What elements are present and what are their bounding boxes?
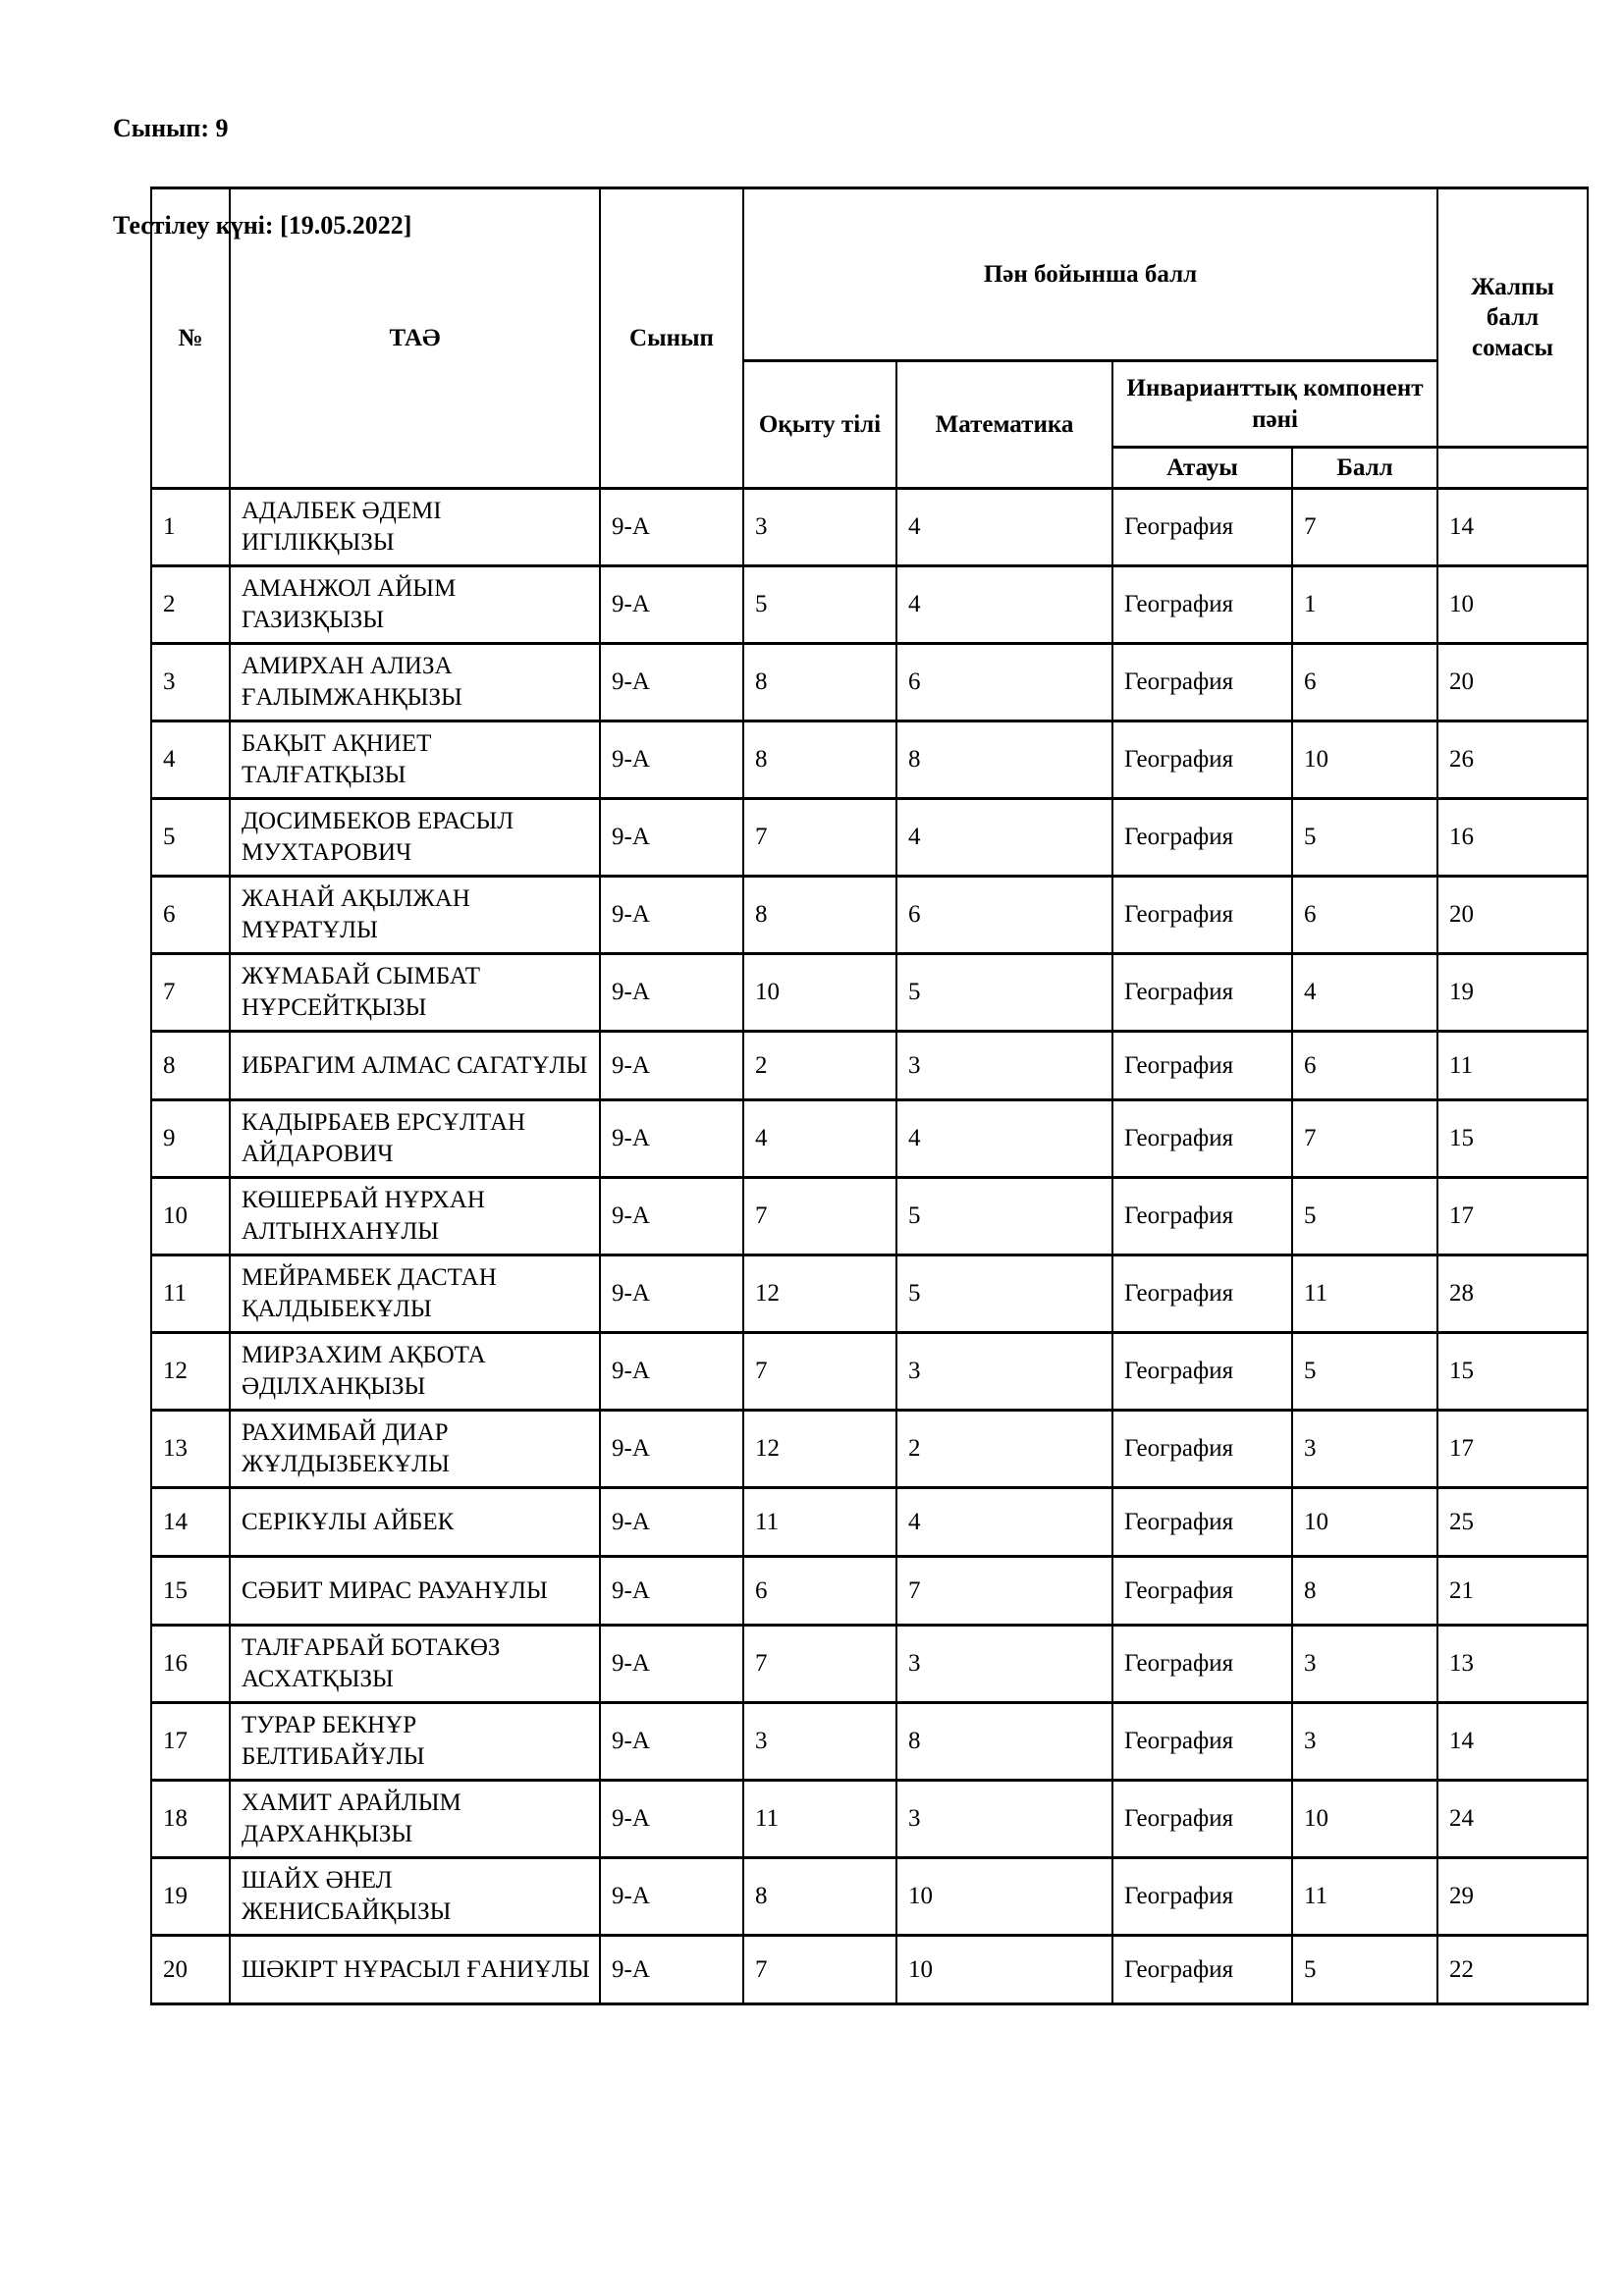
cell-language-score: 7 — [743, 1936, 896, 2004]
cell-class: 9-А — [600, 1626, 743, 1703]
cell-num: 18 — [151, 1781, 230, 1858]
header-total: Жалпы балл сомасы — [1437, 188, 1588, 448]
cell-invariant-score: 11 — [1292, 1255, 1437, 1333]
cell-invariant-score: 10 — [1292, 1488, 1437, 1557]
table-row — [151, 954, 1588, 1032]
table-row — [151, 721, 1588, 799]
cell-math-score: 7 — [896, 1557, 1112, 1626]
cell-student-name: СӘБИТ МИРАС РАУАНҰЛЫ — [230, 1557, 600, 1626]
cell-invariant-score: 5 — [1292, 1936, 1437, 2004]
cell-num: 19 — [151, 1858, 230, 1936]
cell-invariant-subject: География — [1112, 1100, 1292, 1178]
cell-invariant-score: 6 — [1292, 877, 1437, 954]
table-row — [151, 1557, 1588, 1626]
cell-class: 9-А — [600, 954, 743, 1032]
cell-invariant-subject: География — [1112, 799, 1292, 877]
cell-invariant-subject: География — [1112, 1255, 1292, 1333]
cell-invariant-score: 10 — [1292, 721, 1437, 799]
cell-num: 15 — [151, 1557, 230, 1626]
cell-math-score: 4 — [896, 1100, 1112, 1178]
cell-language-score: 12 — [743, 1255, 896, 1333]
cell-num: 1 — [151, 489, 230, 566]
table-row — [151, 1626, 1588, 1703]
cell-math-score: 6 — [896, 644, 1112, 721]
cell-total-score: 28 — [1437, 1255, 1588, 1333]
cell-class: 9-А — [600, 1703, 743, 1781]
cell-invariant-subject: География — [1112, 721, 1292, 799]
cell-class: 9-А — [600, 721, 743, 799]
cell-num: 7 — [151, 954, 230, 1032]
cell-total-score: 26 — [1437, 721, 1588, 799]
cell-invariant-subject: География — [1112, 489, 1292, 566]
cell-invariant-score: 7 — [1292, 489, 1437, 566]
cell-invariant-score: 3 — [1292, 1411, 1437, 1488]
cell-student-name: ДОСИМБЕКОВ ЕРАСЫЛ МУХТАРОВИЧ — [230, 799, 600, 877]
cell-student-name: КАДЫРБАЕВ ЕРСҰЛТАН АЙДАРОВИЧ — [230, 1100, 600, 1178]
cell-total-score: 21 — [1437, 1557, 1588, 1626]
table-row — [151, 799, 1588, 877]
cell-math-score: 4 — [896, 799, 1112, 877]
cell-student-name: КӨШЕРБАЙ НҰРХАН АЛТЫНХАНҰЛЫ — [230, 1178, 600, 1255]
cell-math-score: 4 — [896, 1488, 1112, 1557]
cell-class: 9-А — [600, 566, 743, 644]
table-row — [151, 1333, 1588, 1411]
cell-class: 9-А — [600, 799, 743, 877]
header-class: Сынып — [600, 188, 743, 489]
cell-student-name: МИРЗАХИМ АҚБОТА ӘДІЛХАНҚЫЗЫ — [230, 1333, 600, 1411]
cell-invariant-subject: География — [1112, 877, 1292, 954]
cell-language-score: 8 — [743, 1858, 896, 1936]
cell-num: 16 — [151, 1626, 230, 1703]
cell-invariant-score: 10 — [1292, 1781, 1437, 1858]
results-table — [150, 187, 1589, 2005]
table-row — [151, 1936, 1588, 2004]
cell-num: 11 — [151, 1255, 230, 1333]
cell-invariant-subject: География — [1112, 1411, 1292, 1488]
cell-math-score: 8 — [896, 1703, 1112, 1781]
cell-class: 9-А — [600, 1178, 743, 1255]
cell-student-name: ШАЙХ ӘНЕЛ ЖЕНИСБАЙҚЫЗЫ — [230, 1858, 600, 1936]
cell-invariant-subject: География — [1112, 954, 1292, 1032]
cell-class: 9-А — [600, 1858, 743, 1936]
cell-total-score: 25 — [1437, 1488, 1588, 1557]
cell-total-score: 17 — [1437, 1411, 1588, 1488]
cell-total-score: 13 — [1437, 1626, 1588, 1703]
cell-invariant-subject: География — [1112, 1703, 1292, 1781]
cell-num: 12 — [151, 1333, 230, 1411]
cell-invariant-score: 1 — [1292, 566, 1437, 644]
cell-total-score: 22 — [1437, 1936, 1588, 2004]
cell-num: 9 — [151, 1100, 230, 1178]
cell-invariant-subject: География — [1112, 1557, 1292, 1626]
cell-student-name: РАХИМБАЙ ДИАР ЖҰЛДЫЗБЕКҰЛЫ — [230, 1411, 600, 1488]
class-line: Сынып: 9 — [113, 114, 229, 142]
cell-student-name: АДАЛБЕК ӘДЕМІ ИГІЛІКҚЫЗЫ — [230, 489, 600, 566]
header-invariant-group: Инварианттық компонент пәні — [1112, 361, 1437, 448]
cell-language-score: 11 — [743, 1781, 896, 1858]
cell-class: 9-А — [600, 1032, 743, 1100]
cell-student-name: АМИРХАН АЛИЗА ҒАЛЫМЖАНҚЫЗЫ — [230, 644, 600, 721]
cell-num: 2 — [151, 566, 230, 644]
cell-math-score: 5 — [896, 1255, 1112, 1333]
cell-student-name: АМАНЖОЛ АЙЫМ ГАЗИЗҚЫЗЫ — [230, 566, 600, 644]
header-language: Оқыту тілі — [743, 361, 896, 489]
cell-num: 13 — [151, 1411, 230, 1488]
table-row — [151, 644, 1588, 721]
cell-math-score: 10 — [896, 1936, 1112, 2004]
cell-invariant-score: 7 — [1292, 1100, 1437, 1178]
cell-total-score: 14 — [1437, 489, 1588, 566]
cell-total-score: 20 — [1437, 877, 1588, 954]
cell-num: 20 — [151, 1936, 230, 2004]
table-row — [151, 489, 1588, 566]
test-date-line: Тестілеу күні: [19.05.2022] — [113, 211, 412, 240]
cell-invariant-subject: География — [1112, 1178, 1292, 1255]
header-name: ТАӘ — [230, 188, 600, 489]
cell-invariant-score: 11 — [1292, 1858, 1437, 1936]
table-row — [151, 1781, 1588, 1858]
cell-invariant-subject: География — [1112, 1032, 1292, 1100]
cell-class: 9-А — [600, 877, 743, 954]
table-row — [151, 1255, 1588, 1333]
cell-total-score: 17 — [1437, 1178, 1588, 1255]
cell-language-score: 8 — [743, 721, 896, 799]
cell-math-score: 5 — [896, 1178, 1112, 1255]
cell-invariant-score: 6 — [1292, 1032, 1437, 1100]
cell-invariant-score: 5 — [1292, 799, 1437, 877]
cell-student-name: БАҚЫТ АҚНИЕТ ТАЛҒАТҚЫЗЫ — [230, 721, 600, 799]
cell-invariant-score: 8 — [1292, 1557, 1437, 1626]
table-row — [151, 566, 1588, 644]
cell-class: 9-А — [600, 644, 743, 721]
cell-math-score: 4 — [896, 489, 1112, 566]
cell-language-score: 8 — [743, 877, 896, 954]
cell-class: 9-А — [600, 1333, 743, 1411]
cell-class: 9-А — [600, 1255, 743, 1333]
cell-total-score: 15 — [1437, 1333, 1588, 1411]
cell-num: 3 — [151, 644, 230, 721]
cell-math-score: 6 — [896, 877, 1112, 954]
cell-total-score: 15 — [1437, 1100, 1588, 1178]
cell-math-score: 8 — [896, 721, 1112, 799]
cell-invariant-subject: География — [1112, 566, 1292, 644]
cell-language-score: 2 — [743, 1032, 896, 1100]
cell-math-score: 3 — [896, 1032, 1112, 1100]
cell-num: 14 — [151, 1488, 230, 1557]
cell-student-name: ИБРАГИМ АЛМАС САГАТҰЛЫ — [230, 1032, 600, 1100]
cell-invariant-score: 3 — [1292, 1703, 1437, 1781]
cell-class: 9-А — [600, 1100, 743, 1178]
cell-language-score: 3 — [743, 1703, 896, 1781]
cell-language-score: 7 — [743, 1333, 896, 1411]
cell-language-score: 7 — [743, 1178, 896, 1255]
cell-class: 9-А — [600, 489, 743, 566]
table-row — [151, 1411, 1588, 1488]
cell-math-score: 5 — [896, 954, 1112, 1032]
cell-total-score: 11 — [1437, 1032, 1588, 1100]
cell-num: 6 — [151, 877, 230, 954]
cell-language-score: 3 — [743, 489, 896, 566]
cell-student-name: ТАЛҒАРБАЙ БОТАКӨЗ АСХАТҚЫЗЫ — [230, 1626, 600, 1703]
cell-invariant-subject: География — [1112, 1858, 1292, 1936]
cell-language-score: 6 — [743, 1557, 896, 1626]
cell-invariant-score: 3 — [1292, 1626, 1437, 1703]
cell-language-score: 5 — [743, 566, 896, 644]
cell-student-name: ЖАНАЙ АҚЫЛЖАН МҰРАТҰЛЫ — [230, 877, 600, 954]
cell-language-score: 4 — [743, 1100, 896, 1178]
table-row — [151, 1032, 1588, 1100]
cell-total-score: 20 — [1437, 644, 1588, 721]
cell-student-name: МЕЙРАМБЕК ДАСТАН ҚАЛДЫБЕКҰЛЫ — [230, 1255, 600, 1333]
header-total-spacer — [1437, 448, 1588, 489]
cell-language-score: 7 — [743, 799, 896, 877]
cell-invariant-score: 5 — [1292, 1333, 1437, 1411]
cell-num: 5 — [151, 799, 230, 877]
cell-class: 9-А — [600, 1557, 743, 1626]
header-math: Математика — [896, 361, 1112, 489]
cell-total-score: 29 — [1437, 1858, 1588, 1936]
table-row — [151, 1488, 1588, 1557]
header-invariant-name: Атауы — [1112, 448, 1292, 489]
cell-invariant-subject: География — [1112, 1626, 1292, 1703]
cell-student-name: ХАМИТ АРАЙЛЫМ ДАРХАНҚЫЗЫ — [230, 1781, 600, 1858]
cell-invariant-subject: География — [1112, 1488, 1292, 1557]
table-row — [151, 1100, 1588, 1178]
cell-math-score: 2 — [896, 1411, 1112, 1488]
cell-student-name: ТУРАР БЕКНҰР БЕЛТИБАЙҰЛЫ — [230, 1703, 600, 1781]
cell-num: 4 — [151, 721, 230, 799]
cell-invariant-subject: География — [1112, 1781, 1292, 1858]
cell-math-score: 4 — [896, 566, 1112, 644]
table-body — [151, 489, 1588, 2004]
cell-language-score: 8 — [743, 644, 896, 721]
cell-math-score: 3 — [896, 1333, 1112, 1411]
cell-language-score: 7 — [743, 1626, 896, 1703]
cell-invariant-subject: География — [1112, 1936, 1292, 2004]
cell-num: 10 — [151, 1178, 230, 1255]
cell-class: 9-А — [600, 1411, 743, 1488]
cell-invariant-subject: География — [1112, 1333, 1292, 1411]
table-row — [151, 1858, 1588, 1936]
cell-math-score: 3 — [896, 1781, 1112, 1858]
cell-num: 17 — [151, 1703, 230, 1781]
cell-language-score: 10 — [743, 954, 896, 1032]
cell-student-name: ЖҰМАБАЙ СЫМБАТ НҰРСЕЙТҚЫЗЫ — [230, 954, 600, 1032]
table-row — [151, 877, 1588, 954]
header-subject-scores-group: Пән бойынша балл — [743, 188, 1437, 361]
cell-student-name: ШӘКІРТ НҰРАСЫЛ ҒАНИҰЛЫ — [230, 1936, 600, 2004]
cell-class: 9-А — [600, 1936, 743, 2004]
cell-language-score: 11 — [743, 1488, 896, 1557]
header-num: № — [151, 188, 230, 489]
cell-total-score: 14 — [1437, 1703, 1588, 1781]
table-row — [151, 1178, 1588, 1255]
cell-total-score: 19 — [1437, 954, 1588, 1032]
cell-class: 9-А — [600, 1781, 743, 1858]
cell-math-score: 3 — [896, 1626, 1112, 1703]
table-row — [151, 1703, 1588, 1781]
cell-invariant-score: 4 — [1292, 954, 1437, 1032]
cell-invariant-subject: География — [1112, 644, 1292, 721]
cell-math-score: 10 — [896, 1858, 1112, 1936]
cell-total-score: 16 — [1437, 799, 1588, 877]
cell-student-name: СЕРІКҰЛЫ АЙБЕК — [230, 1488, 600, 1557]
cell-num: 8 — [151, 1032, 230, 1100]
table-header — [151, 188, 1588, 489]
header-invariant-score: Балл — [1292, 448, 1437, 489]
cell-total-score: 24 — [1437, 1781, 1588, 1858]
cell-language-score: 12 — [743, 1411, 896, 1488]
cell-class: 9-А — [600, 1488, 743, 1557]
cell-invariant-score: 6 — [1292, 644, 1437, 721]
cell-invariant-score: 5 — [1292, 1178, 1437, 1255]
cell-total-score: 10 — [1437, 566, 1588, 644]
